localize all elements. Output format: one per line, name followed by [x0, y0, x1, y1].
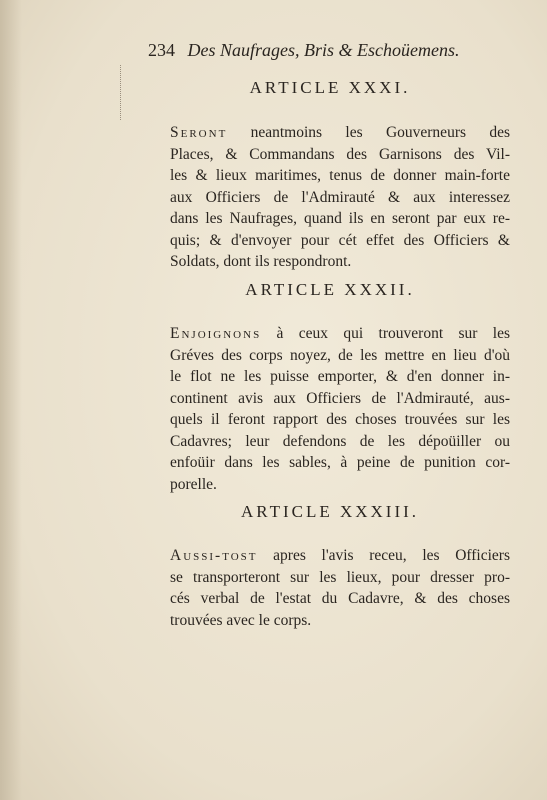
article-33-lead: Aussi-tost — [170, 547, 258, 564]
article-32-title: ARTICLE XXXII. — [245, 280, 415, 299]
article-32-line-4: continent avis aux Officiers de l'Admirauté, aus- — [170, 389, 510, 407]
article-31-line-3: les & lieux maritimes, tenus de donner main-forte — [170, 167, 510, 184]
article-31-title: ARTICLE XXXI. — [249, 78, 411, 97]
page-number: 234 — [148, 40, 175, 60]
article-31-line-6: quis; & d'envoyer pour cét effet des Officiers & — [170, 231, 510, 249]
article-32-line-2: Gréves des corps noyez, de les mettre en lieu d'où — [170, 346, 510, 364]
gutter-mark — [120, 65, 122, 120]
article-31-line-2: Places, & Commandans des Garnisons des Vil- — [170, 145, 510, 163]
article-32-line-3: le flot ne les puisse emporter, & d'en donner in- — [170, 368, 510, 385]
article-33-line-4: trouvées avec le corps. — [170, 611, 312, 629]
article-32-line-5: quels il feront rapport des choses trouvées sur les — [170, 411, 510, 428]
article-31-line-4: aux Officiers de l'Admirauté & aux interessez — [170, 188, 510, 206]
article-32-line-8: porelle. — [170, 475, 217, 493]
article-32-line-7: enfoüir dans les sables, à peine de punition cor- — [170, 454, 510, 471]
article-31-line-5: dans les Naufrages, quand ils en seront par eux re- — [170, 210, 510, 227]
article-33-line-1: Aussi-tost apres l'avis receu, les Officiers — [170, 547, 510, 564]
article-31-text — [170, 122, 510, 273]
article-33-title: ARTICLE XXXIII. — [240, 502, 420, 521]
article-33-line-2: se transporteront sur les lieux, pour dresser pro- — [170, 568, 510, 586]
article-32-lead: Enjoignons — [170, 325, 262, 342]
article-33-line-3: cés verbal de l'estat du Cadavre, & des choses — [170, 590, 510, 607]
article-32-text — [170, 323, 510, 495]
article-32-line-6: Cadavres; leur defendons de les dépoüiller ou — [170, 432, 510, 450]
article-33-text — [170, 545, 510, 631]
article-32-line-1: Enjoignons à ceux qui trouveront sur les — [170, 325, 510, 342]
article-31-line-1: Seront neantmoins les Gouverneurs des — [170, 124, 510, 141]
article-31-lead: Seront — [170, 124, 228, 141]
article-31-line-7: Soldats, dont ils respondront. — [170, 253, 352, 270]
running-header — [148, 40, 518, 61]
running-title: Des Naufrages, Bris & Eschoüemens. — [187, 40, 460, 60]
